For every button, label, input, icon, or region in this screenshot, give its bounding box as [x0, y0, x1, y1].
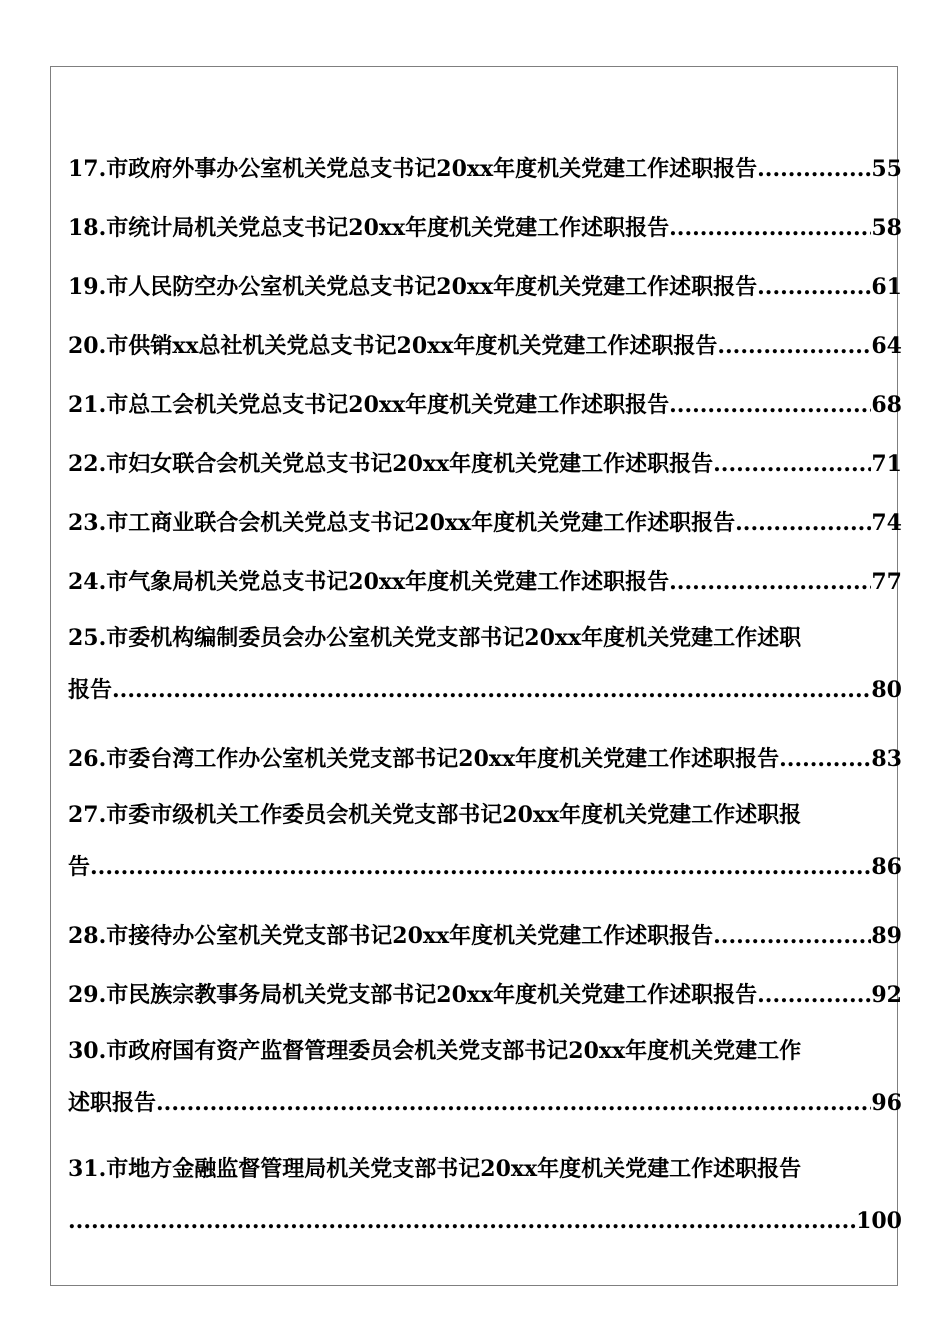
toc-title: 17.市政府外事办公室机关党总支书记20xx年度机关党建工作述职报告 — [68, 156, 758, 182]
dot-leader — [90, 841, 871, 893]
dot-leader — [713, 435, 871, 494]
toc-title-continuation: 报告 — [68, 677, 113, 703]
toc-page-number: 83 — [871, 746, 902, 772]
toc-page-number: 61 — [871, 274, 902, 300]
toc-entry-23[interactable] — [68, 494, 902, 553]
toc-title: 28.市接待办公室机关党支部书记20xx年度机关党建工作述职报告 — [68, 923, 714, 949]
toc-page-number: 96 — [871, 1090, 902, 1116]
toc-entry-27[interactable] — [68, 789, 902, 907]
toc-entry-22[interactable] — [68, 435, 902, 494]
toc-page-number: 64 — [871, 333, 902, 359]
toc-title-continuation: 述职报告 — [68, 1090, 157, 1116]
toc-page-number: 92 — [871, 982, 902, 1008]
table-of-contents — [68, 140, 902, 1261]
dot-leader — [669, 376, 871, 435]
toc-entry-28[interactable] — [68, 907, 902, 966]
toc-title: 30.市政府国有资产监督管理委员会机关党支部书记20xx年度机关党建工作 — [68, 1038, 802, 1064]
dot-leader — [757, 140, 871, 199]
toc-page-number: 77 — [871, 569, 902, 595]
dot-leader — [717, 317, 871, 376]
toc-title: 29.市民族宗教事务局机关党支部书记20xx年度机关党建工作述职报告 — [68, 982, 758, 1008]
dot-leader — [669, 199, 871, 258]
toc-entry-21[interactable] — [68, 376, 902, 435]
toc-title: 27.市委市级机关工作委员会机关党支部书记20xx年度机关党建工作述职报 — [68, 802, 802, 828]
toc-entry-29[interactable] — [68, 966, 902, 1025]
dot-leader — [757, 258, 871, 317]
toc-entry-24[interactable] — [68, 553, 902, 612]
dot-leader — [757, 966, 871, 1025]
toc-entry-31[interactable] — [68, 1143, 902, 1261]
toc-entry-25[interactable] — [68, 612, 902, 730]
toc-entry-18[interactable] — [68, 199, 902, 258]
toc-page-number: 68 — [871, 392, 902, 418]
toc-entry-26[interactable] — [68, 730, 902, 789]
toc-title: 26.市委台湾工作办公室机关党支部书记20xx年度机关党建工作述职报告. — [68, 746, 787, 772]
dot-leader — [735, 494, 871, 553]
dot-leader — [787, 730, 872, 789]
toc-entry-20[interactable] — [68, 317, 902, 376]
toc-title: 19.市人民防空办公室机关党总支书记20xx年度机关党建工作述职报告 — [68, 274, 758, 300]
toc-entry-30[interactable] — [68, 1025, 902, 1143]
toc-page-number: 100 — [856, 1208, 902, 1234]
dot-leader — [156, 1077, 871, 1129]
toc-entry-17[interactable] — [68, 140, 902, 199]
dot-leader — [669, 553, 871, 612]
toc-title: 31.市地方金融监督管理局机关党支部书记20xx年度机关党建工作述职报告 — [68, 1156, 802, 1182]
toc-page-number: 89 — [871, 923, 902, 949]
toc-title: 21.市总工会机关党总支书记20xx年度机关党建工作述职报告 — [68, 392, 670, 418]
toc-page-number: 86 — [871, 854, 902, 880]
toc-title: 25.市委机构编制委员会办公室机关党支部书记20xx年度机关党建工作述职 — [68, 625, 802, 651]
toc-page-number: 71 — [871, 451, 902, 477]
toc-entry-19[interactable] — [68, 258, 902, 317]
toc-page-number: 74 — [871, 510, 902, 536]
dot-leader — [713, 907, 871, 966]
toc-title: 22.市妇女联合会机关党总支书记20xx年度机关党建工作述职报告 — [68, 451, 714, 477]
toc-page-number: 58 — [871, 215, 902, 241]
dot-leader — [112, 664, 871, 716]
toc-page-number: 55 — [871, 156, 902, 182]
toc-title: 18.市统计局机关党总支书记20xx年度机关党建工作述职报告 — [68, 215, 670, 241]
toc-title: 20.市供销xx总社机关党总支书记20xx年度机关党建工作述职报告 — [68, 333, 718, 359]
toc-title: 24.市气象局机关党总支书记20xx年度机关党建工作述职报告 — [68, 569, 670, 595]
toc-title-continuation: 告 — [68, 854, 91, 880]
dot-leader — [68, 1195, 856, 1247]
toc-page-number: 80 — [871, 677, 902, 703]
toc-title: 23.市工商业联合会机关党总支书记20xx年度机关党建工作述职报告 — [68, 510, 736, 536]
